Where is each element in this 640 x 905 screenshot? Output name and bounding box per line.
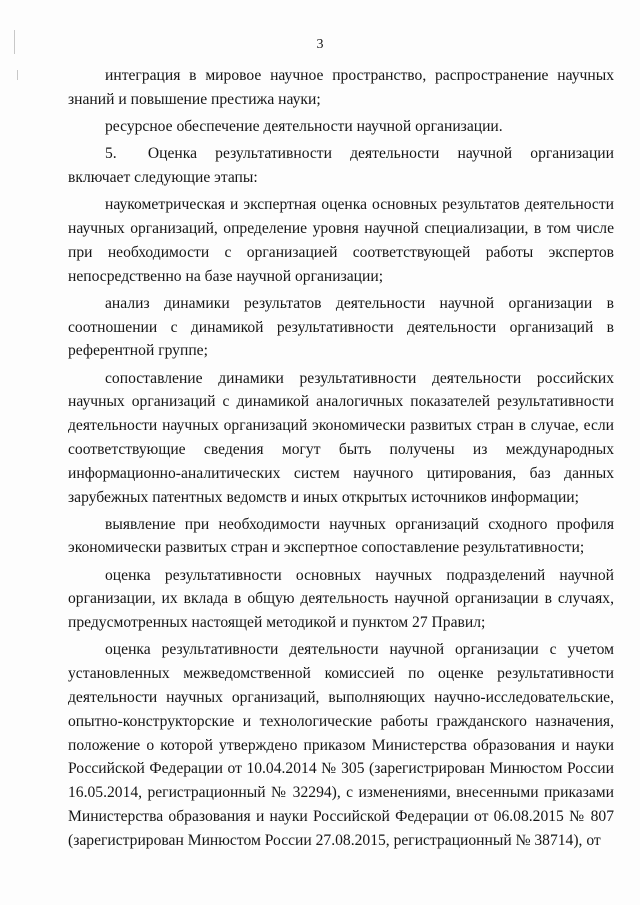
paragraph: ресурсное обеспечение деятельности научной организации. <box>105 117 503 135</box>
page-number: 3 <box>316 37 324 52</box>
paragraph: сопоставление динамики результативности деятельности российских научных организаций с динамикой аналогичных показателей результативности деятельности научных организаций экономически развитых стран в случае, если соответствующие сведения могут быть получены из международных информационно-аналитических систем научного цитирования, баз данных зарубежных патентных ведомств и иных открытых источников информации; <box>68 369 614 506</box>
paragraph: анализ динамики результатов деятельности научной организации в соотношении с динамикой результативности деятельности организаций в референтной группе; <box>68 294 614 360</box>
body-text <box>68 64 614 856</box>
paragraph: наукометрическая и экспертная оценка основных результатов деятельности научных организаций, определение уровня научной специализации, в том числе при необходимости с организацией соответствующей работы экспертов непосредственно на базе научной организации; <box>68 196 614 285</box>
paragraph: выявление при необходимости научных организаций сходного профиля экономически развитых стран и экспертное сопоставление результативности; <box>68 515 614 557</box>
paragraph: 5. Оценка результативности деятельности научной организации включает следующие этапы: <box>68 145 614 186</box>
paragraph: оценка результативности деятельности научной организации с учетом установленных межведомственной комиссией по оценке результативности деятельности научных организаций, выполняющих научно-исследовательские, опытно-конструкторские и технологические работы гражданского назначения, положение о которой утверждено приказом Министерства образования и науки Российской Федерации от 10.04.2014 № 305 (зарегистрирован Минюстом России 16.05.2014, регистрационный № 32294), с изменениями, внесенными приказами Министерства образования и науки Российской Федерации от 06.08.2015 № 807 (зарегистрирован Минюстом России 27.08.2015, регистрационный № 38714), от <box>68 641 614 849</box>
paragraph: интеграция в мировое научное пространство, распространение научных знаний и повышение престижа науки; <box>68 67 614 108</box>
paragraph: оценка результативности основных научных подразделений научной организации, их вклада в общую деятельность научной организации в случаях, предусмотренных настоящей методикой и пунктом 27 Правил; <box>68 566 614 632</box>
scan-edge-mark <box>17 70 18 80</box>
